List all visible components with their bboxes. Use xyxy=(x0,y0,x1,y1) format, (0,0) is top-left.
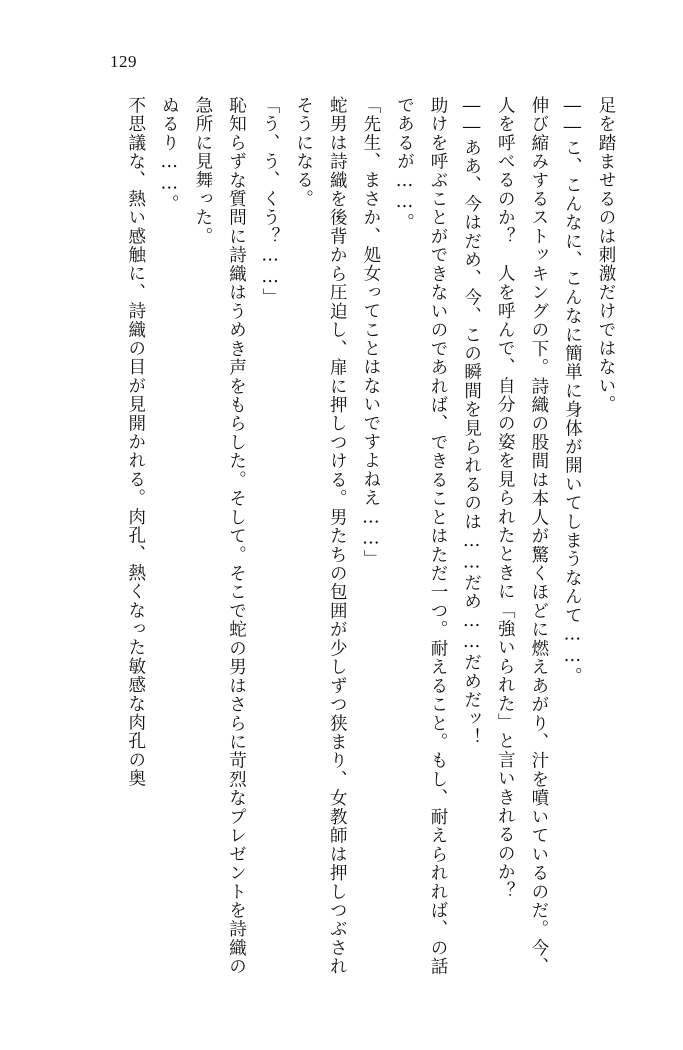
paragraph: 助けを呼ぶことができないのであれば、できることはただ一つ。耐えること。もし、耐えられれば、の話であるが……。 xyxy=(394,96,449,976)
paragraph: ――こ、こんなに、こんなに簡単に身体が開いてしまうなんて……。 xyxy=(562,96,583,686)
page-number: 129 xyxy=(110,52,137,71)
paragraph: 伸び縮みするストッキングの下。詩織の股間は本人が驚くほどに燃えあがり、汁を噴いているのだ。今、人を呼べるのか？ 人を呼んで、自分の姿を見られたときに「強いられた」と言いきれるのか？ xyxy=(495,96,549,976)
paragraph: 足を踏ませるのは刺激だけではない。 xyxy=(596,96,616,414)
paragraph: 「う、う、くう？……」 xyxy=(260,96,281,307)
paragraph: 「先生、まさか、処女ってことはないですよねえ……」 xyxy=(360,96,381,569)
paragraph: 恥知らずな質問に詩織はうめき声をもらした。そして。そこで蛇の男はさらに苛烈なプレゼントを詩織の急所に見舞った。 xyxy=(192,96,247,976)
body-text xyxy=(62,96,622,976)
paragraph: ぬるり……。 xyxy=(159,96,180,214)
paragraph: 不思議な、熱い感触に、詩織の目が見開かれる。肉孔、熱くなった敏感な肉孔の奥 xyxy=(125,96,146,788)
paragraph: ――ああ、今はだめ、今、この瞬間を見られるのは……だめ……だめだッ！ xyxy=(461,96,482,747)
paragraph: 蛇男は詩織を後背から圧迫し、扉に押しつける。男たちの包囲が少しずつ狭まり、女教師は押しつぶされそうになる。 xyxy=(293,96,348,976)
